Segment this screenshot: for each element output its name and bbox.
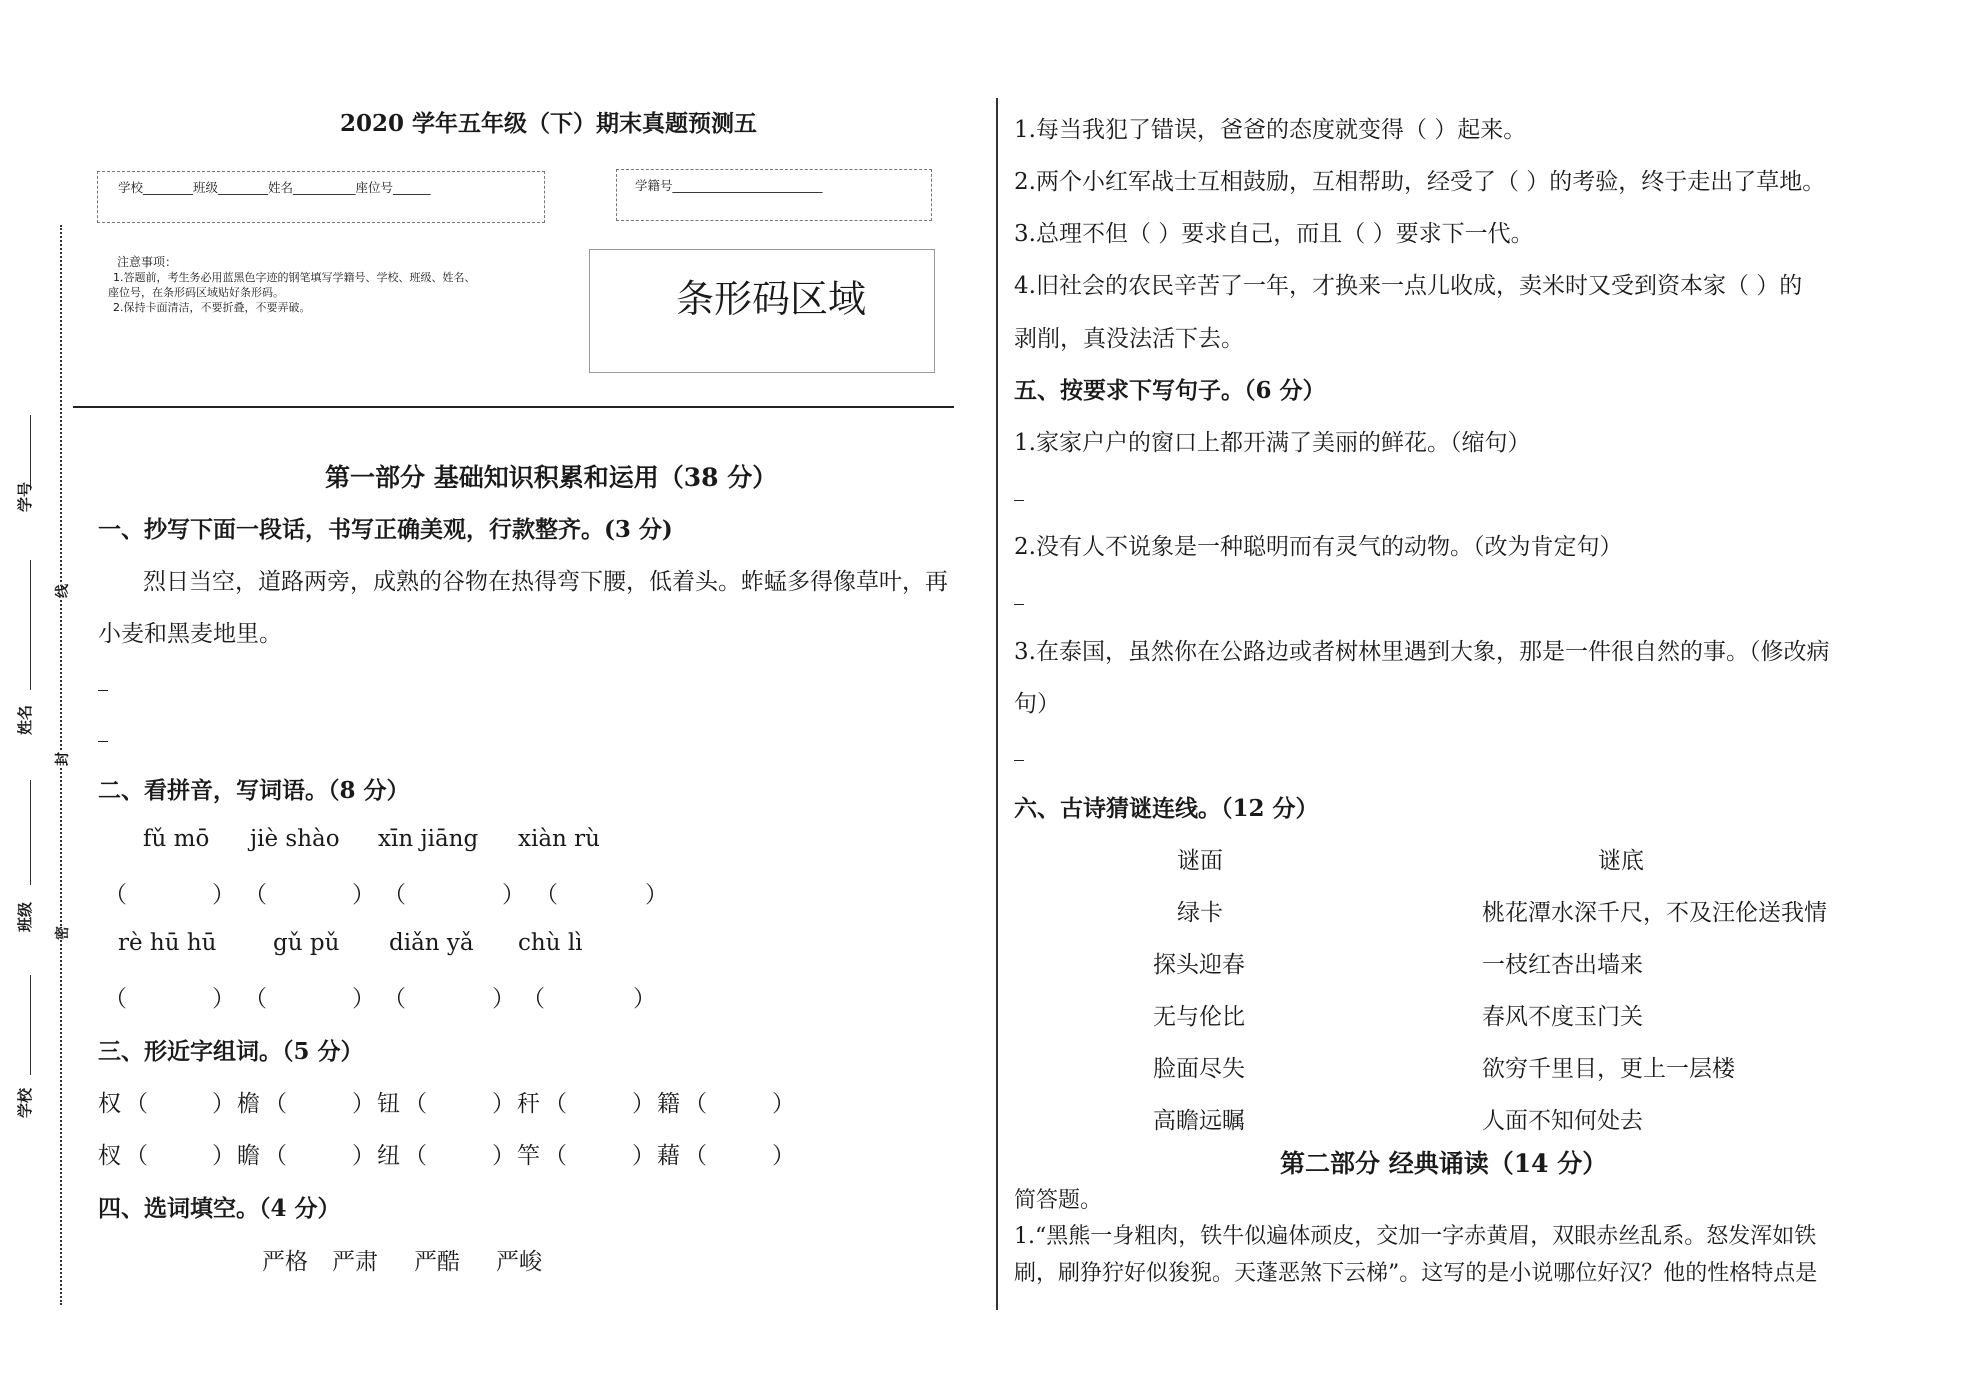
paren-open: （ <box>684 1143 707 1169</box>
notice-line: 2.保持卡面清洁，不要折叠，不要弄破。 <box>113 301 311 314</box>
q6-heading: 六、古诗猜谜连线。（12 分） <box>1014 795 1319 822</box>
char: 藉 <box>657 1143 680 1169</box>
char: 竿 <box>517 1143 540 1169</box>
pinyin: jiè shào <box>250 826 340 852</box>
seal-char-line: 线 <box>52 584 72 598</box>
paren-close: ） <box>212 986 235 1012</box>
exam-title: 2020 学年五年级（下）期末真题预测五 <box>340 110 758 137</box>
rewrite-sentence: 1.家家户户的窗口上都开满了美丽的鲜花。（缩句） <box>1014 430 1531 456</box>
poem-line[interactable]: 人面不知何处去 <box>1482 1108 1643 1134</box>
word-option: 严格 <box>262 1249 308 1275</box>
poem-line[interactable]: 春风不度玉门关 <box>1482 1004 1643 1030</box>
margin-label-school: 学校 <box>16 1087 34 1118</box>
paren-close: ） <box>212 882 235 908</box>
barcode-area <box>589 249 935 373</box>
paren-close: ） <box>772 1143 795 1169</box>
poem-line[interactable]: 一枝红杏出墙来 <box>1482 952 1643 978</box>
info-box-right <box>616 169 932 221</box>
char: 杈 <box>98 1143 121 1169</box>
char: 瞻 <box>237 1143 260 1169</box>
pinyin: chù lì <box>518 930 583 956</box>
answer-line[interactable] <box>98 690 108 691</box>
rewrite-sentence: 2.没有人不说象是一种聪明而有灵气的动物。（改为肯定句） <box>1014 534 1623 560</box>
part2-heading: 第二部分 经典诵读（14 分） <box>1280 1149 1608 1178</box>
poem-line[interactable]: 欲穷千里目，更上一层楼 <box>1482 1056 1735 1082</box>
margin-line <box>30 975 31 1075</box>
char: 檐 <box>237 1091 260 1117</box>
char: 纽 <box>377 1143 400 1169</box>
fill-sentence: 2.两个小红军战士互相鼓励，互相帮助，经受了（ ）的考验，终于走出了草地。 <box>1014 169 1826 195</box>
paren-close: ） <box>352 1091 375 1117</box>
margin-label-name: 姓名 <box>16 704 34 735</box>
margin-line <box>30 415 31 490</box>
paren-close: ） <box>492 1091 515 1117</box>
paren-close: ） <box>502 882 525 908</box>
word-option: 严酷 <box>414 1249 460 1275</box>
q2-heading: 二、看拼音，写词语。（8 分） <box>98 777 410 804</box>
q5-heading: 五、按要求下写句子。（6 分） <box>1014 377 1326 404</box>
column-divider <box>996 98 998 1310</box>
barcode-label: 条形码区域 <box>676 277 867 321</box>
paren-open: （ <box>125 1143 148 1169</box>
info-box-left <box>97 171 545 223</box>
char: 秆 <box>517 1091 540 1117</box>
poem-line[interactable]: 桃花潭水深千尺，不及汪伦送我情 <box>1482 900 1827 926</box>
fill-sentence-cont: 剥削，真没法活下去。 <box>1014 326 1244 352</box>
char: 钮 <box>377 1091 400 1117</box>
paren-close: ） <box>492 986 515 1012</box>
pinyin: xīn jiāng <box>378 826 479 852</box>
q1-heading: 一、抄写下面一段话，书写正确美观，行款整齐。(3 分) <box>98 516 673 543</box>
paren-open: （ <box>383 882 406 908</box>
student-id-field[interactable]: 学籍号________________________ <box>635 178 823 193</box>
notice-heading: 注意事项： <box>117 255 178 269</box>
short-answer-question-cont: 刷，刷狰狞好似狻猊。天蓬恶煞下云梯”。这写的是小说哪位好汉？他的性格特点是 <box>1014 1261 1818 1286</box>
notice-line: 1.答题前，考生务必用蓝黑色字迹的钢笔填写学籍号、学校、班级、姓名、 <box>113 271 476 284</box>
paren-open: （ <box>684 1091 707 1117</box>
char: 籍 <box>657 1091 680 1117</box>
paren-open: （ <box>125 1091 148 1117</box>
q3-heading: 三、形近字组词。（5 分） <box>98 1038 364 1065</box>
paren-close: ） <box>352 1143 375 1169</box>
rewrite-sentence-cont: 句） <box>1014 691 1060 717</box>
seal-char-secret: 密 <box>52 926 72 940</box>
pinyin: gǔ pǔ <box>273 930 340 956</box>
paren-open: （ <box>244 882 267 908</box>
fill-sentence: 3.总理不但（ ）要求自己，而且（ ）要求下一代。 <box>1014 221 1534 247</box>
paren-open: （ <box>404 1091 427 1117</box>
fill-sentence: 4.旧社会的农民辛苦了一年，才换来一点儿收成，卖米时又受到资本家（ ）的 <box>1014 273 1803 299</box>
paren-open: （ <box>244 986 267 1012</box>
pinyin: xiàn rù <box>518 826 600 852</box>
riddle-item[interactable]: 高瞻远瞩 <box>1153 1108 1245 1134</box>
paren-open: （ <box>535 882 558 908</box>
q1-text-line: 小麦和黑麦地里。 <box>98 621 282 647</box>
margin-line <box>30 560 31 690</box>
margin-line <box>30 780 31 885</box>
paren-open: （ <box>104 882 127 908</box>
school-class-name-seat-fields[interactable]: 学校________班级________姓名__________座位号______ <box>118 180 431 195</box>
paren-open: （ <box>264 1143 287 1169</box>
margin-label-class: 班级 <box>16 901 34 932</box>
paren-close: ） <box>212 1143 235 1169</box>
notice-line: 座位号，在条形码区域贴好条形码。 <box>108 286 284 299</box>
paren-open: （ <box>544 1091 567 1117</box>
paren-close: ） <box>633 986 656 1012</box>
answer-line[interactable] <box>1014 500 1024 501</box>
paren-close: ） <box>772 1091 795 1117</box>
seal-char-seal: 封 <box>52 752 72 766</box>
part1-heading: 第一部分 基础知识积累和运用（38 分） <box>325 463 778 492</box>
answer-line[interactable] <box>1014 604 1024 605</box>
paren-close: ） <box>352 986 375 1012</box>
riddle-col-header: 谜面 <box>1177 848 1223 874</box>
word-option: 严肃 <box>332 1249 378 1275</box>
riddle-item[interactable]: 绿卡 <box>1177 900 1223 926</box>
riddle-item[interactable]: 探头迎春 <box>1153 952 1245 978</box>
word-option: 严峻 <box>496 1249 542 1275</box>
paren-open: （ <box>544 1143 567 1169</box>
paren-close: ） <box>492 1143 515 1169</box>
q1-text-line: 烈日当空，道路两旁，成熟的谷物在热得弯下腰，低着头。蚱蜢多得像草叶，再 <box>143 569 948 595</box>
pinyin: rè hū hū <box>118 930 217 956</box>
margin-label-student-no: 学号 <box>16 481 34 512</box>
paren-close: ） <box>632 1091 655 1117</box>
pinyin: diǎn yǎ <box>389 930 474 956</box>
paren-close: ） <box>632 1143 655 1169</box>
answer-line[interactable] <box>1014 760 1024 761</box>
paren-close: ） <box>352 882 375 908</box>
char: 权 <box>98 1091 121 1117</box>
riddle-item[interactable]: 无与伦比 <box>1153 1004 1245 1030</box>
short-answer-label: 简答题。 <box>1014 1188 1103 1213</box>
paren-open: （ <box>264 1091 287 1117</box>
riddle-item[interactable]: 脸面尽失 <box>1153 1056 1245 1082</box>
header-divider <box>73 406 954 408</box>
paren-open: （ <box>104 986 127 1012</box>
paren-open: （ <box>404 1143 427 1169</box>
answer-line[interactable] <box>98 741 108 742</box>
pinyin: fǔ mō <box>143 826 210 852</box>
q4-heading: 四、选词填空。（4 分） <box>98 1195 341 1222</box>
short-answer-question: 1.“黑熊一身粗肉，铁牛似遍体顽皮，交加一字赤黄眉，双眼赤丝乱系。怒发浑如铁 <box>1014 1224 1817 1249</box>
answer-col-header: 谜底 <box>1598 848 1644 874</box>
paren-open: （ <box>522 986 545 1012</box>
paren-close: ） <box>212 1091 235 1117</box>
paren-close: ） <box>645 882 668 908</box>
fill-sentence: 1.每当我犯了错误，爸爸的态度就变得（ ）起来。 <box>1014 117 1527 143</box>
rewrite-sentence: 3.在泰国，虽然你在公路边或者树林里遇到大象，那是一件很自然的事。（修改病 <box>1014 639 1830 665</box>
paren-open: （ <box>383 986 406 1012</box>
